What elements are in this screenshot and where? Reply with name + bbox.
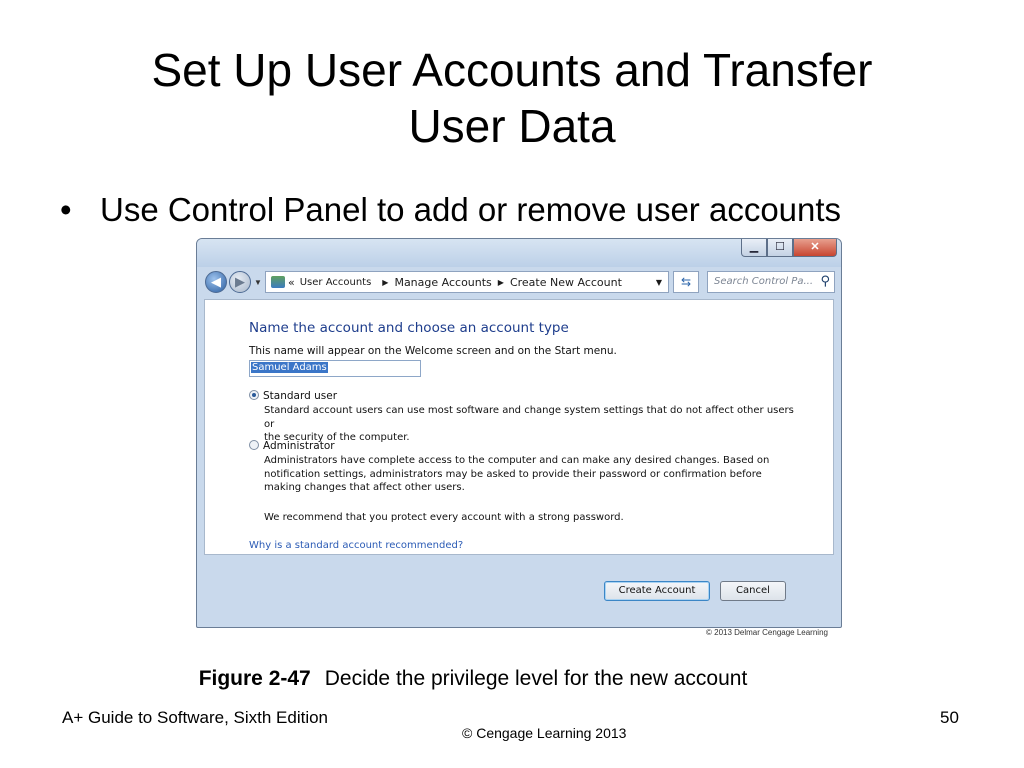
breadcrumb-arrow-icon[interactable]: ▶	[382, 277, 389, 287]
bullet-text: Use Control Panel to add or remove user accounts	[100, 191, 842, 228]
password-recommendation: We recommend that you protect every account with a strong password.	[264, 512, 624, 523]
administrator-label[interactable]: Administrator	[263, 440, 335, 452]
forward-button[interactable]	[229, 271, 251, 293]
close-icon: ✕	[810, 241, 820, 253]
forward-arrow-icon: ▶	[235, 274, 245, 289]
breadcrumb-item-user-accounts[interactable]: User Accounts	[299, 276, 372, 288]
standard-user-radio[interactable]	[249, 390, 259, 400]
breadcrumb-item-create-new-account[interactable]: Create New Account	[509, 275, 622, 289]
dialog-footer	[204, 561, 834, 619]
slide-title	[60, 42, 964, 154]
description-line: notification settings, administrators may be asked to provide their password or confirmation before	[264, 468, 762, 480]
maximize-icon: ☐	[775, 241, 785, 253]
navigation-bar	[197, 267, 841, 297]
search-input[interactable]	[707, 271, 835, 293]
breadcrumb-arrow-icon[interactable]: ▶	[497, 277, 504, 287]
history-dropdown-icon[interactable]: ▼	[254, 278, 262, 287]
create-account-window	[196, 238, 842, 628]
bullet-icon: •	[60, 191, 72, 228]
footer-book-title: A+ Guide to Software, Sixth Edition	[62, 708, 329, 727]
account-name-input[interactable]	[249, 360, 421, 377]
minimize-button[interactable]	[741, 239, 767, 257]
page-heading: Name the account and choose an account type	[249, 320, 569, 336]
administrator-radio[interactable]	[249, 440, 259, 450]
figure-caption-text: Decide the privilege level for the new account	[324, 667, 748, 690]
footer-copyright: © Cengage Learning 2013	[462, 725, 627, 741]
cancel-button[interactable]: Cancel	[720, 581, 786, 601]
description-line: making changes that affect other users.	[264, 482, 465, 493]
control-panel-icon	[271, 276, 285, 288]
refresh-icon: ⇆	[680, 275, 692, 289]
help-link[interactable]: Why is a standard account recommended?	[249, 540, 464, 551]
account-name-value: Samuel Adams	[252, 362, 327, 373]
search-placeholder: Search Control Pa...	[714, 276, 813, 287]
back-button[interactable]	[205, 271, 227, 293]
figure-caption	[0, 667, 946, 691]
bullet-item	[60, 188, 841, 232]
breadcrumb-item-manage-accounts[interactable]: Manage Accounts	[394, 275, 492, 289]
standard-user-description	[264, 404, 804, 445]
window-titlebar	[197, 239, 841, 267]
window-controls	[741, 239, 837, 257]
slide-title-line1: Set Up User Accounts and Transfer	[151, 44, 873, 96]
administrator-option[interactable]	[249, 440, 335, 452]
address-bar[interactable]	[265, 271, 669, 293]
slide-title-line2: User Data	[408, 100, 616, 152]
address-overflow[interactable]: «	[288, 275, 295, 289]
create-account-button[interactable]: Create Account	[604, 581, 710, 601]
refresh-button[interactable]	[673, 271, 699, 293]
maximize-button[interactable]	[767, 239, 793, 257]
image-credit: © 2013 Delmar Cengage Learning	[706, 628, 828, 637]
back-arrow-icon: ◀	[211, 274, 221, 289]
name-instructions: This name will appear on the Welcome screen and on the Start menu.	[249, 345, 617, 357]
search-icon[interactable]: ⚲	[820, 274, 830, 289]
administrator-description	[264, 454, 804, 495]
description-line: Administrators have complete access to the computer and can make any desired changes. Based on	[264, 455, 770, 466]
description-line: the security of the computer.	[264, 432, 410, 443]
standard-user-option[interactable]	[249, 390, 337, 402]
minimize-icon: ▁	[749, 241, 759, 253]
standard-user-label[interactable]: Standard user	[263, 390, 338, 402]
description-line: Standard account users can use most software and change system settings that do not affect other users or	[264, 405, 794, 430]
close-button[interactable]	[793, 239, 837, 257]
address-dropdown-icon[interactable]: ▼	[655, 277, 662, 287]
figure-label: Figure 2-47	[198, 667, 311, 690]
content-pane	[204, 299, 834, 555]
page-number: 50	[940, 708, 959, 727]
